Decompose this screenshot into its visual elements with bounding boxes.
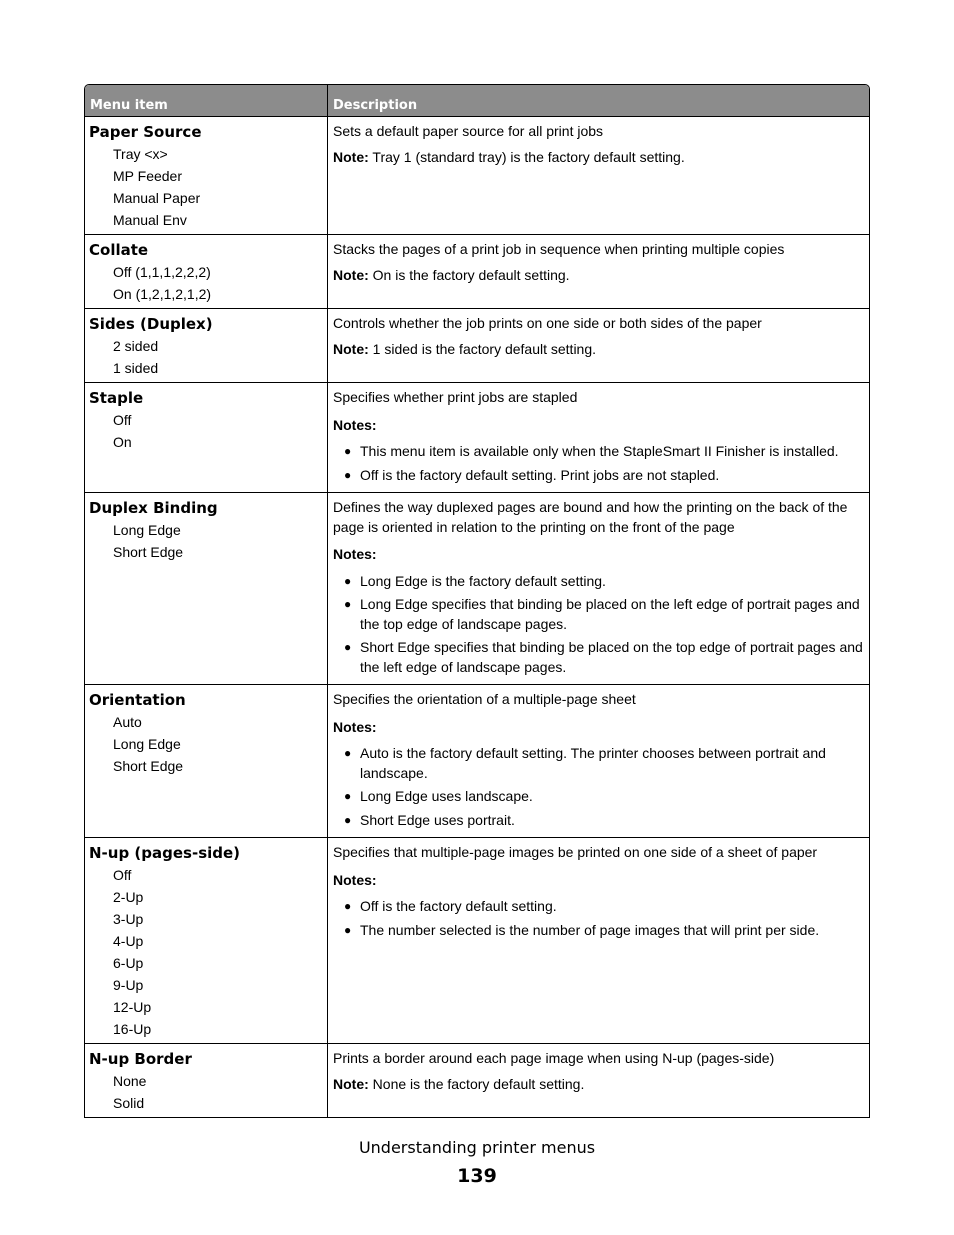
note-text: Tray 1 (standard tray) is the factory default setting. [368,148,685,165]
table-row [85,382,869,492]
list-item [332,921,865,941]
menu-option: Manual Paper [113,190,201,206]
bullet-icon: ● [344,597,352,611]
table-body [85,116,869,1117]
bullet-icon: ● [344,812,352,827]
description-cell [328,116,869,234]
notes-label: Notes: [333,416,377,433]
note-bullet-text: Off is the factory default setting. [360,898,557,914]
notes-label: Notes: [333,871,377,888]
note-label: Note: [333,148,369,165]
menu-item-name: N-up (pages-side) [89,844,241,862]
table-row [85,308,869,382]
menu-option: 16-Up [113,1021,152,1037]
menu-item-cell [85,382,328,492]
note-bullet-text: The number selected is the number of page images that will print per side. [360,921,820,938]
menu-option: Short Edge [113,544,184,560]
menu-option: 3-Up [113,911,144,927]
bullet-icon: ● [344,746,352,760]
menu-item-name: Orientation [89,691,186,709]
menu-option: On [113,434,132,450]
list-item [332,638,865,677]
note [332,1075,865,1095]
menu-item-cell [85,1043,328,1117]
menu-option: Off [113,412,132,428]
description-text: Stacks the pages of a print job in sequence when printing multiple copies [333,241,785,257]
notes-label: Notes: [333,546,377,562]
list-item [332,897,865,917]
menu-item-name: Staple [89,389,144,407]
menu-option: 12-Up [113,999,152,1015]
bullet-icon: ● [344,922,352,937]
list-item [332,595,865,634]
list-item [332,787,865,807]
bullet-icon: ● [344,899,352,913]
table-row [85,1043,869,1117]
menu-item-name: Paper Source [89,123,202,141]
menu-option: 9-Up [113,977,144,993]
menu-option: MP Feeder [113,168,182,184]
notes-list [332,897,865,940]
list-item [332,811,865,831]
notes-list [332,572,865,678]
note-label: Note: [333,340,369,357]
menu-option: Auto [113,714,142,730]
list-item [332,744,865,783]
table-row [85,116,869,234]
menu-item-cell [85,492,328,684]
bullet-icon: ● [344,444,352,458]
column-header-menu-item: Menu item [85,85,328,116]
note [332,340,865,360]
menu-option: Off (1,1,1,2,2,2) [113,264,211,280]
notes-list [332,744,865,830]
menu-option: Long Edge [113,736,181,752]
note-text: On is the factory default setting. [368,266,570,283]
menu-option: On (1,2,1,2,1,2) [113,286,212,302]
note-label: Note: [333,266,369,283]
description-text: Prints a border around each page image when using N-up (pages-side) [333,1050,775,1066]
menu-option: Solid [113,1095,145,1111]
menu-item-cell [85,837,328,1043]
notes-list [332,442,865,485]
description-text: Defines the way duplexed pages are bound and how the printing on the back of the page is oriented in relation to the printing on the front of the page [333,499,848,535]
menu-item-name: Sides (Duplex) [89,315,213,333]
note-bullet-text: This menu item is available only when the StapleSmart II Finisher is installed. [360,443,839,459]
menu-item-cell [85,684,328,837]
menu-option: 1 sided [113,360,159,376]
list-item [332,442,865,462]
description-cell [328,234,869,308]
note-bullet-text: Auto is the factory default setting. The printer chooses between portrait and landscape. [360,745,826,781]
menu-option: Short Edge [113,758,184,774]
note-label: Note: [333,1075,369,1092]
note-bullet-text: Off is the factory default setting. Print jobs are not stapled. [360,466,720,483]
table-row [85,837,869,1043]
bullet-icon: ● [344,573,352,588]
menu-table [84,84,870,1118]
notes-label: Notes: [333,718,377,735]
menu-option: 2-Up [113,889,144,905]
column-header-description: Description [328,85,869,116]
note-text: 1 sided is the factory default setting. [368,340,597,357]
page-number: 139 [457,1165,497,1187]
description-cell [328,382,869,492]
menu-option: 2 sided [113,338,159,354]
note-bullet-text: Long Edge specifies that binding be placed on the left edge of portrait pages and the top edge of landscape pages. [360,596,860,632]
list-item [332,572,865,592]
description-text: Sets a default paper source for all print jobs [333,123,604,139]
note [332,148,865,168]
bullet-icon: ● [344,467,352,482]
note [332,266,865,286]
description-text: Controls whether the job prints on one side or both sides of the paper [333,315,762,331]
description-text: Specifies whether print jobs are stapled [333,389,578,405]
menu-option: 4-Up [113,933,144,949]
note-bullet-text: Short Edge specifies that binding be placed on the top edge of portrait pages and the left edge of landscape pages. [360,639,863,675]
menu-option: 6-Up [113,955,144,971]
note-bullet-text: Long Edge is the factory default setting. [360,572,606,589]
description-text: Specifies that multiple-page images be printed on one side of a sheet of paper [333,844,818,860]
footer-section-title: Understanding printer menus [358,1138,596,1157]
note-bullet-text: Short Edge uses portrait. [360,811,515,828]
menu-item-cell [85,234,328,308]
note-text: None is the factory default setting. [368,1075,585,1092]
menu-option: Off [113,867,132,883]
description-cell [328,684,869,837]
menu-item-name: Duplex Binding [89,499,218,517]
menu-option: None [113,1073,147,1089]
menu-item-cell [85,116,328,234]
menu-item-name: Collate [89,241,149,259]
note-bullet-text: Long Edge uses landscape. [360,788,533,804]
list-item [332,466,865,486]
menu-option: Manual Env [113,212,187,228]
bullet-icon: ● [344,640,352,654]
table-header-row [85,85,869,116]
table-row [85,234,869,308]
description-cell [328,492,869,684]
bullet-icon: ● [344,789,352,803]
menu-option: Long Edge [113,522,181,538]
description-text: Specifies the orientation of a multiple-page sheet [333,691,636,707]
table-row [85,492,869,684]
description-cell [328,1043,869,1117]
menu-item-name: N-up Border [89,1050,192,1068]
table-row [85,684,869,837]
description-cell [328,308,869,382]
description-cell [328,837,869,1043]
menu-item-cell [85,308,328,382]
menu-option: Tray <x> [113,146,168,162]
